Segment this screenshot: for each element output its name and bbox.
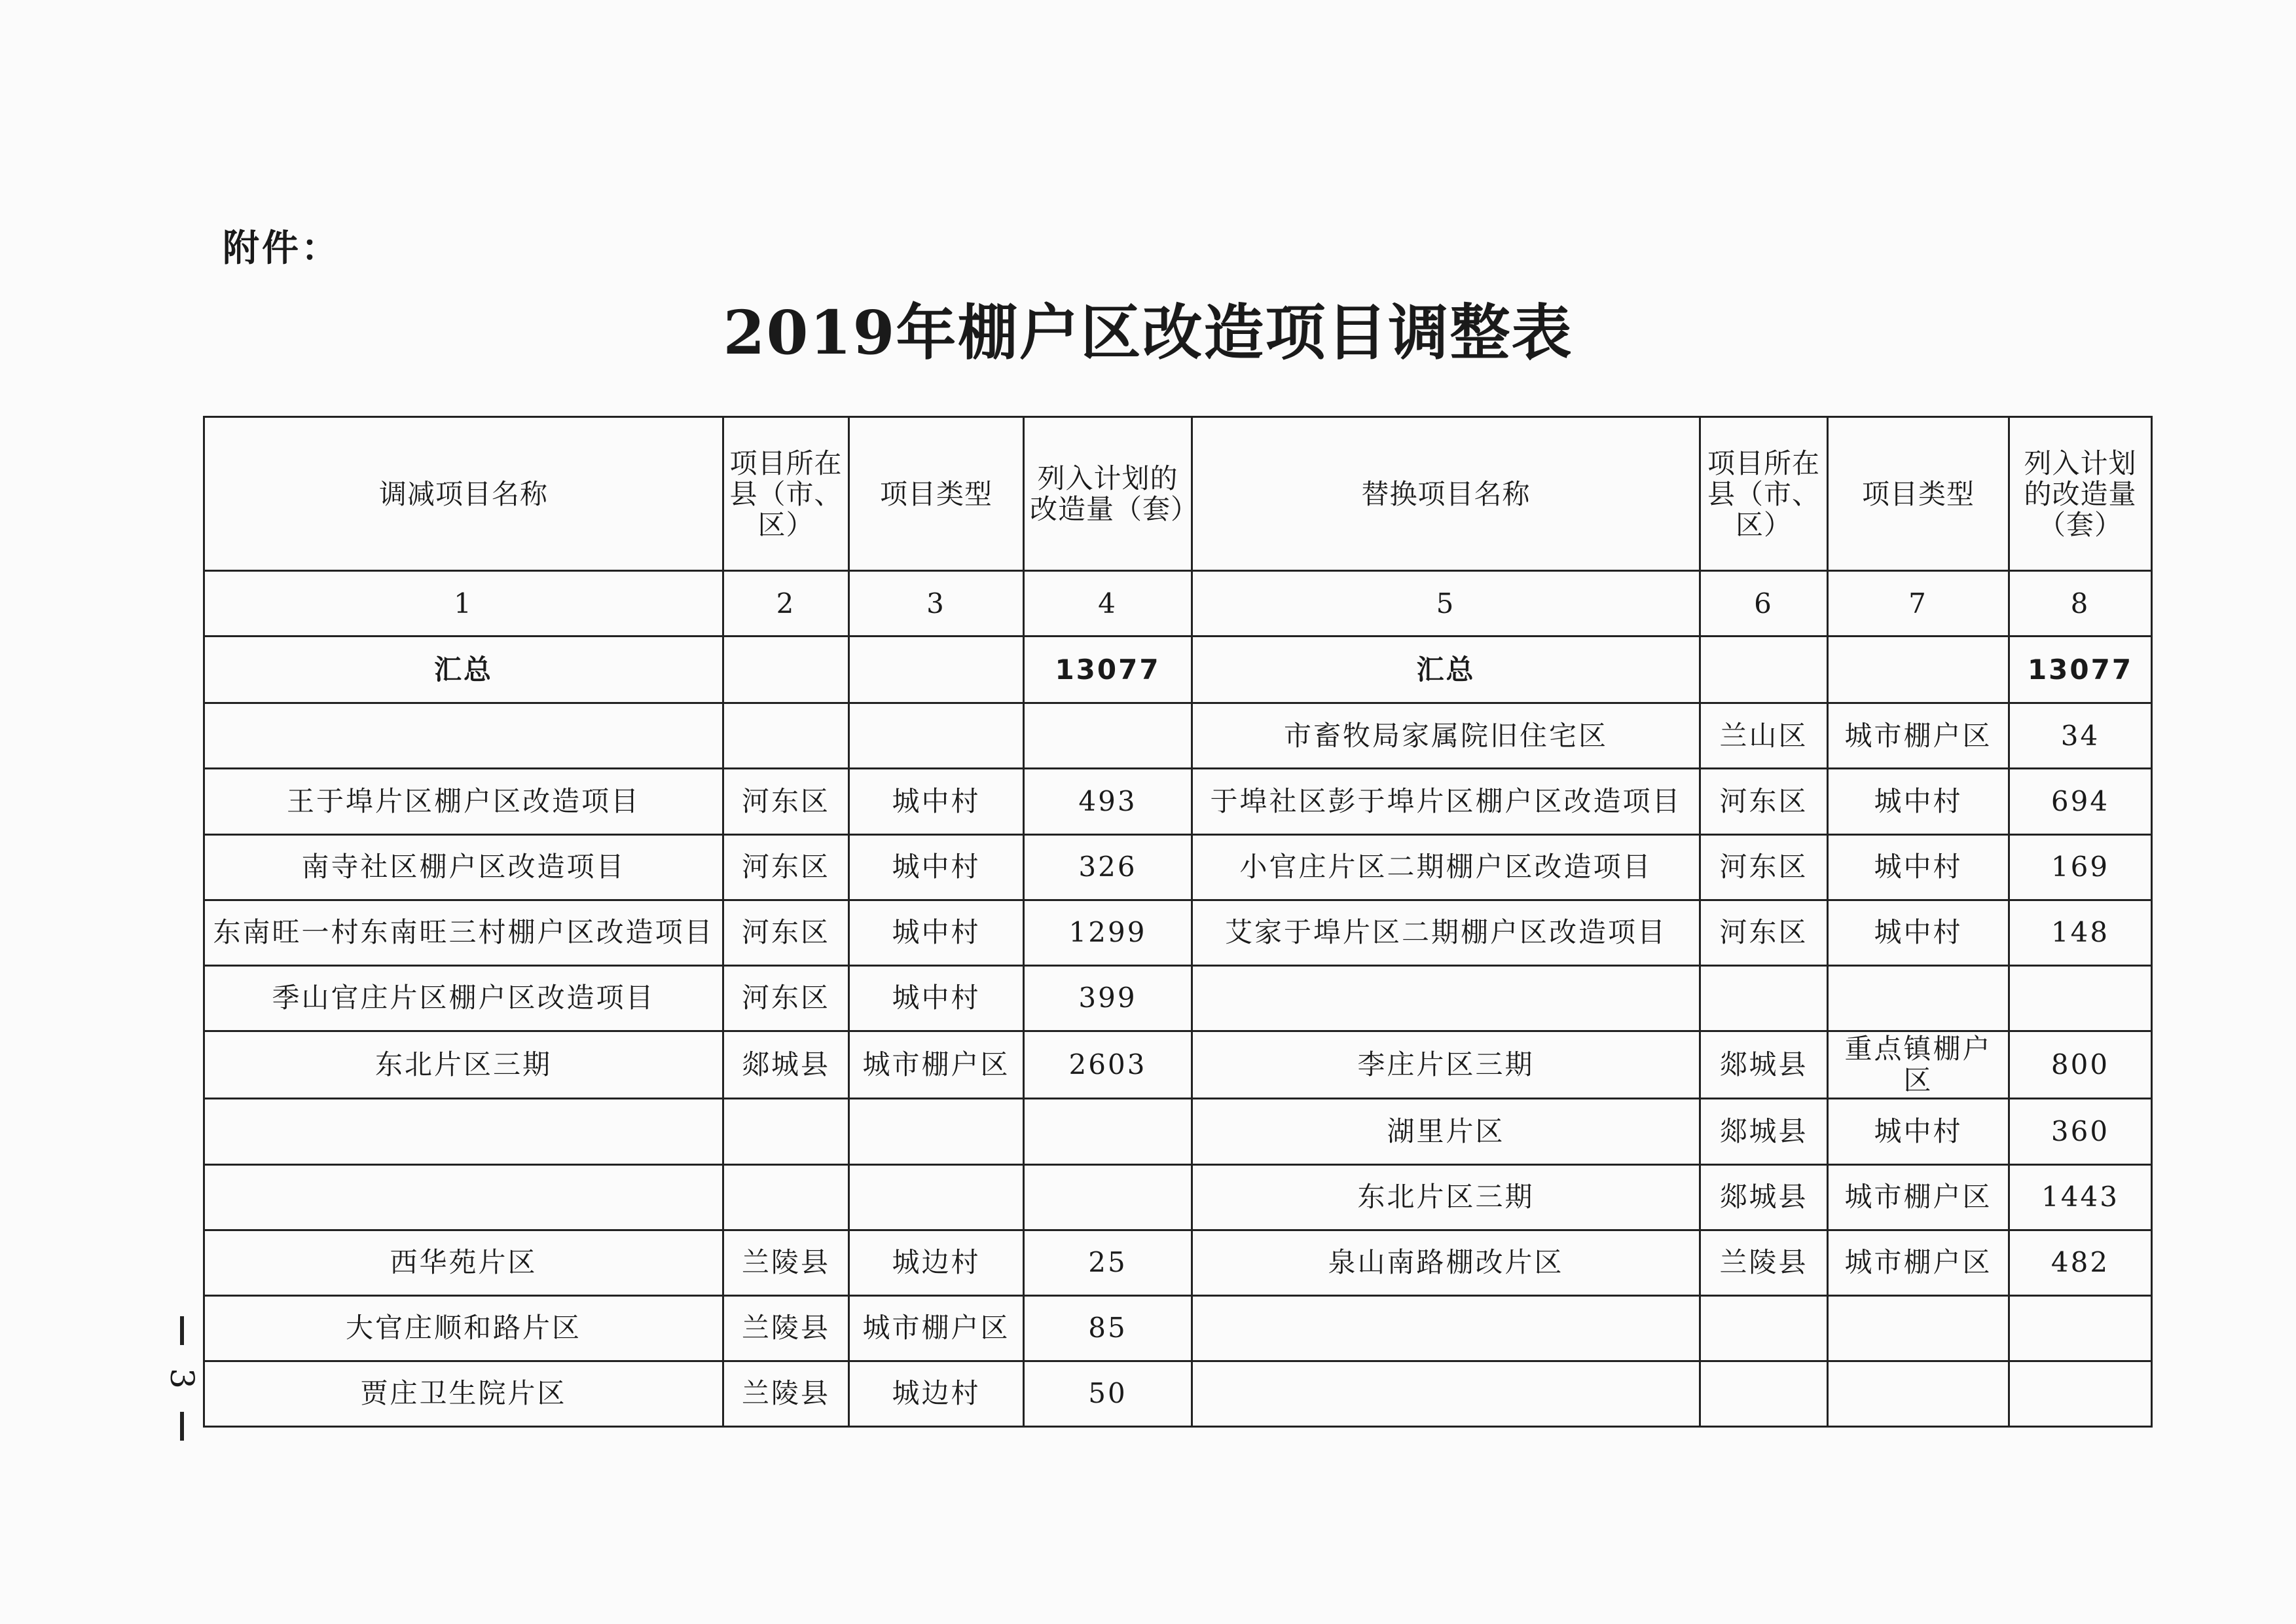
table-row-cell: 399 — [1024, 965, 1192, 1031]
table-row — [204, 834, 2152, 900]
header-row-cell: 项目所在县（市、区） — [723, 417, 849, 571]
table-row-cell — [1828, 965, 2009, 1031]
table-row-cell: 城中村 — [849, 834, 1024, 900]
table-row — [204, 900, 2152, 965]
table-row-cell — [723, 1164, 849, 1230]
column-number-row — [204, 571, 2152, 637]
table-row-cell: 湖里片区 — [1192, 1099, 1700, 1164]
table-row-cell: 城中村 — [1828, 769, 2009, 834]
summary-row-cell: 汇总 — [204, 637, 723, 703]
table-row-cell — [1192, 965, 1700, 1031]
table-row-cell: 兰陵县 — [723, 1230, 849, 1295]
header-row-cell: 调减项目名称 — [204, 417, 723, 571]
column-number-row-cell: 8 — [2009, 571, 2152, 637]
table-row-cell: 小官庄片区二期棚户区改造项目 — [1192, 834, 1700, 900]
table-row-cell — [723, 703, 849, 769]
table-row-cell — [204, 1164, 723, 1230]
table-row — [204, 1230, 2152, 1295]
table-row-cell: 城中村 — [1828, 1099, 2009, 1164]
table-row-cell: 城市棚户区 — [849, 1295, 1024, 1361]
table-row-cell — [1700, 1295, 1828, 1361]
summary-row-cell: 13077 — [1024, 637, 1192, 703]
table-row-cell: 482 — [2009, 1230, 2152, 1295]
table-row-cell: 城市棚户区 — [849, 1031, 1024, 1099]
table-row-cell: 493 — [1024, 769, 1192, 834]
table-row-cell — [1192, 1361, 1700, 1426]
summary-row-cell: 汇总 — [1192, 637, 1700, 703]
table-row — [204, 1164, 2152, 1230]
table-row — [204, 1099, 2152, 1164]
column-number-row-cell: 3 — [849, 571, 1024, 637]
table-row-cell: 360 — [2009, 1099, 2152, 1164]
table-row-cell — [723, 1099, 849, 1164]
table-row-cell: 城市棚户区 — [1828, 1164, 2009, 1230]
table-row-cell: 城市棚户区 — [1828, 703, 2009, 769]
table-row-cell: 34 — [2009, 703, 2152, 769]
table-row-cell — [2009, 965, 2152, 1031]
table-row-cell — [2009, 1361, 2152, 1426]
summary-row-cell — [723, 637, 849, 703]
page-number — [162, 1316, 202, 1441]
summary-row-cell — [1828, 637, 2009, 703]
table-row-cell: 兰陵县 — [723, 1361, 849, 1426]
table-row-cell: 艾家于埠片区二期棚户区改造项目 — [1192, 900, 1700, 965]
table-row-cell — [1024, 1099, 1192, 1164]
column-number-row-cell: 1 — [204, 571, 723, 637]
page-dash-bottom — [180, 1412, 184, 1441]
table-row-cell: 326 — [1024, 834, 1192, 900]
column-number-row-cell: 4 — [1024, 571, 1192, 637]
column-number-row-cell: 2 — [723, 571, 849, 637]
header-row-cell: 项目所在县（市、区） — [1700, 417, 1828, 571]
table-row-cell: 大官庄顺和路片区 — [204, 1295, 723, 1361]
table-row — [204, 965, 2152, 1031]
table-row-cell: 河东区 — [1700, 834, 1828, 900]
table-row-cell — [1700, 965, 1828, 1031]
header-row — [204, 417, 2152, 571]
table-row-cell: 河东区 — [1700, 769, 1828, 834]
table-row-cell: 148 — [2009, 900, 2152, 965]
table-row-cell: 泉山南路棚改片区 — [1192, 1230, 1700, 1295]
table-row-cell: 河东区 — [723, 900, 849, 965]
table-row-cell: 李庄片区三期 — [1192, 1031, 1700, 1099]
table-row-cell — [1192, 1295, 1700, 1361]
table-row-cell: 河东区 — [723, 965, 849, 1031]
table-row-cell: 城边村 — [849, 1361, 1024, 1426]
table-row-cell: 郯城县 — [1700, 1164, 1828, 1230]
column-number-row-cell: 7 — [1828, 571, 2009, 637]
table-row-cell: 东南旺一村东南旺三村棚户区改造项目 — [204, 900, 723, 965]
table-row-cell: 2603 — [1024, 1031, 1192, 1099]
table-row-cell: 贾庄卫生院片区 — [204, 1361, 723, 1426]
column-number-row-cell: 5 — [1192, 571, 1700, 637]
table-row — [204, 703, 2152, 769]
page-number-text: 3 — [163, 1368, 201, 1389]
table-row-cell — [849, 1164, 1024, 1230]
table-row — [204, 1361, 2152, 1426]
table-row-cell: 郯城县 — [1700, 1031, 1828, 1099]
table-row-cell: 兰山区 — [1700, 703, 1828, 769]
table-row-cell: 城市棚户区 — [1828, 1230, 2009, 1295]
table-row-cell: 东北片区三期 — [1192, 1164, 1700, 1230]
adjustment-table — [203, 416, 2153, 1428]
table-row-cell — [849, 703, 1024, 769]
column-number-row-cell: 6 — [1700, 571, 1828, 637]
table-row-cell — [1024, 703, 1192, 769]
table-row-cell — [204, 1099, 723, 1164]
table-row-cell: 郯城县 — [723, 1031, 849, 1099]
header-row-cell: 列入计划的改造量（套） — [2009, 417, 2152, 571]
table-row-cell: 王于埠片区棚户区改造项目 — [204, 769, 723, 834]
table-row-cell: 城中村 — [849, 769, 1024, 834]
header-row-cell: 列入计划的改造量（套） — [1024, 417, 1192, 571]
table-row-cell: 东北片区三期 — [204, 1031, 723, 1099]
header-row-cell: 替换项目名称 — [1192, 417, 1700, 571]
table-row-cell: 河东区 — [723, 769, 849, 834]
table-row-cell: 于埠社区彭于埠片区棚户区改造项目 — [1192, 769, 1700, 834]
table-row-cell: 169 — [2009, 834, 2152, 900]
table-row-cell — [1828, 1295, 2009, 1361]
table-row-cell — [1024, 1164, 1192, 1230]
document-title: 2019年棚户区改造项目调整表 — [723, 297, 1573, 368]
table-row-cell: 城中村 — [1828, 834, 2009, 900]
table-row-cell: 河东区 — [723, 834, 849, 900]
table-row-cell: 市畜牧局家属院旧住宅区 — [1192, 703, 1700, 769]
table-row-cell — [1700, 1361, 1828, 1426]
table-row-cell: 城边村 — [849, 1230, 1024, 1295]
table-row-cell — [849, 1099, 1024, 1164]
table-row-cell: 兰陵县 — [723, 1295, 849, 1361]
header-row-cell: 项目类型 — [849, 417, 1024, 571]
table-row-cell: 重点镇棚户区 — [1828, 1031, 2009, 1099]
page-dash-top — [180, 1316, 184, 1345]
table-row — [204, 769, 2152, 834]
table-row-cell: 1299 — [1024, 900, 1192, 965]
table-row-cell: 城中村 — [849, 965, 1024, 1031]
table-row-cell: 800 — [2009, 1031, 2152, 1099]
table-row-cell: 郯城县 — [1700, 1099, 1828, 1164]
summary-row — [204, 637, 2152, 703]
attachment-label: 附件： — [223, 227, 340, 270]
table-row-cell — [1828, 1361, 2009, 1426]
table-row-cell: 季山官庄片区棚户区改造项目 — [204, 965, 723, 1031]
summary-row-cell — [849, 637, 1024, 703]
table-row-cell: 694 — [2009, 769, 2152, 834]
table-row-cell: 50 — [1024, 1361, 1192, 1426]
summary-row-cell: 13077 — [2009, 637, 2152, 703]
table-row-cell: 兰陵县 — [1700, 1230, 1828, 1295]
table-row-cell: 西华苑片区 — [204, 1230, 723, 1295]
table-row — [204, 1295, 2152, 1361]
table-row-cell: 城中村 — [1828, 900, 2009, 965]
table-row-cell: 南寺社区棚户区改造项目 — [204, 834, 723, 900]
summary-row-cell — [1700, 637, 1828, 703]
table-row-cell — [2009, 1295, 2152, 1361]
table-row — [204, 1031, 2152, 1099]
table-row-cell: 85 — [1024, 1295, 1192, 1361]
table-row-cell: 河东区 — [1700, 900, 1828, 965]
table-row-cell: 25 — [1024, 1230, 1192, 1295]
table-row-cell: 1443 — [2009, 1164, 2152, 1230]
table-row-cell — [204, 703, 723, 769]
header-row-cell: 项目类型 — [1828, 417, 2009, 571]
table-row-cell: 城中村 — [849, 900, 1024, 965]
